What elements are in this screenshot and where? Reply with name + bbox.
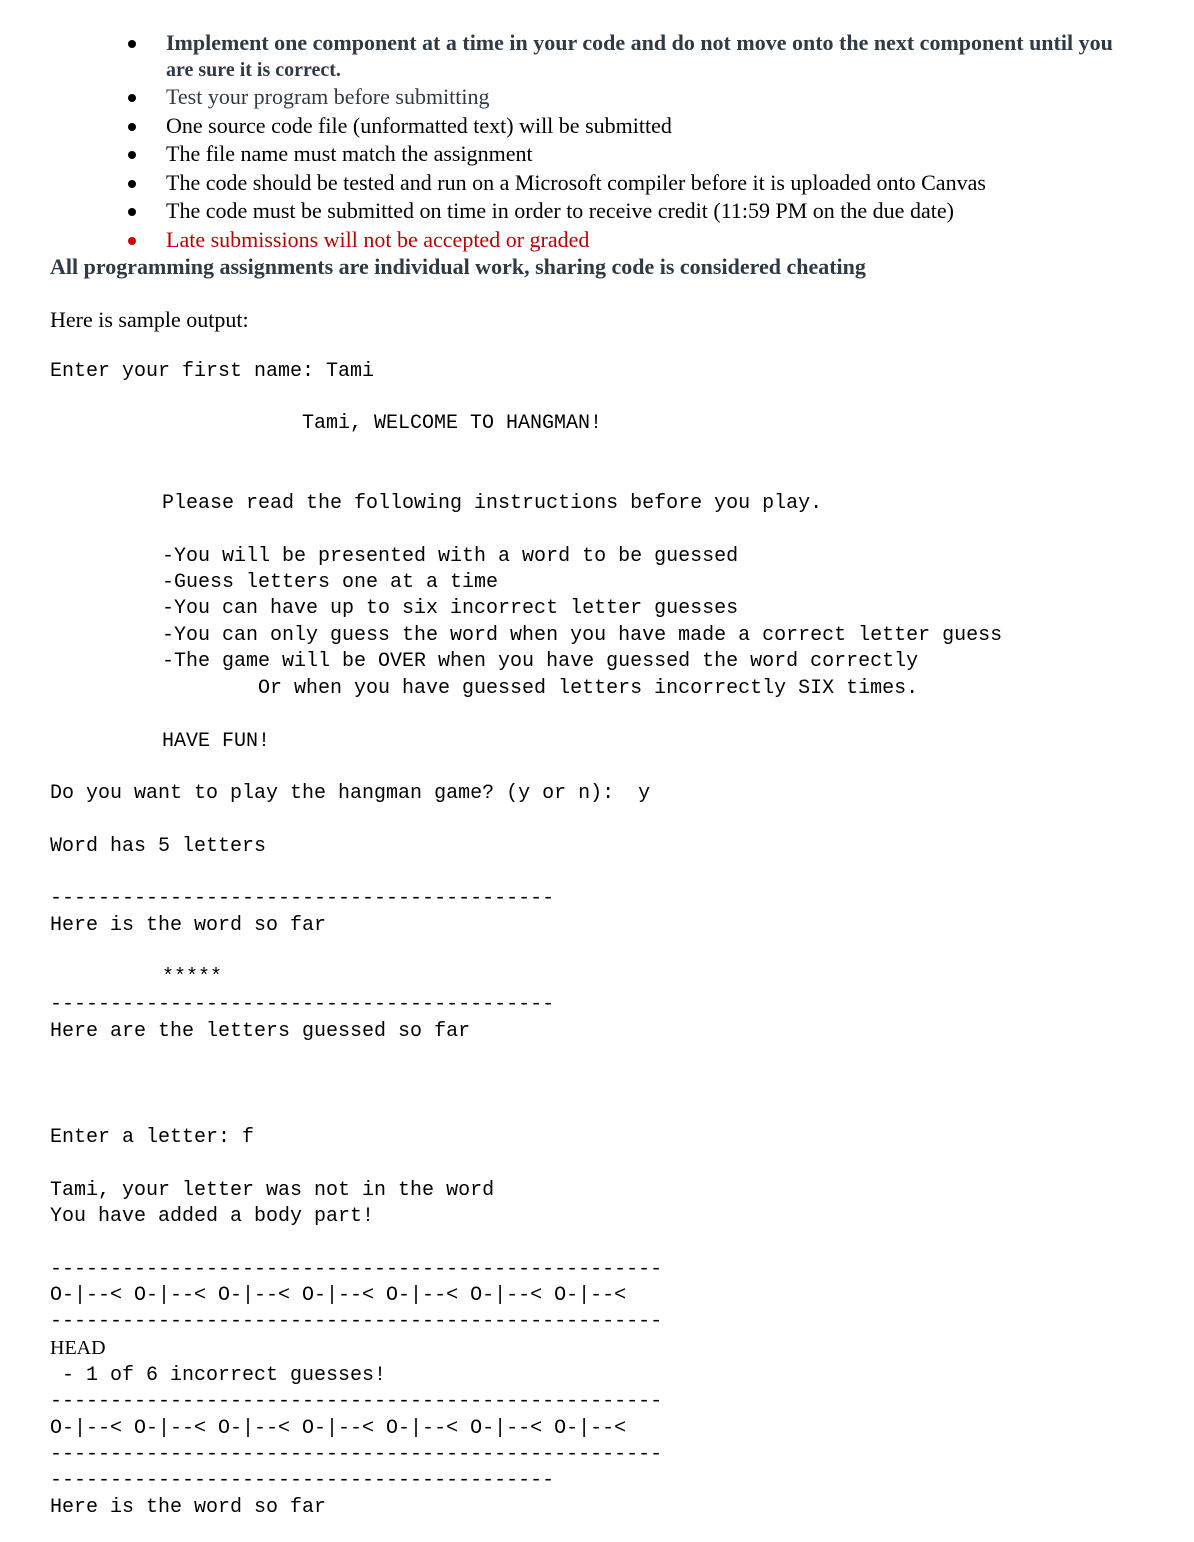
individual-work-notice: All programming assignments are individual work, sharing code is considered cheating [50,254,866,279]
hangman-figures: O-|--< O-|--< O-|--< O-|--< O-|--< O-|--< O-|--< [50,1284,627,1307]
bullet-dot [128,94,136,102]
bullet-dot [128,208,136,216]
play-prompt-line: Do you want to play the hangman game? (y or n): y [50,782,651,805]
word-length-line: Word has 5 letters [50,835,267,858]
instruction-line: -You will be presented with a word to be guessed [162,545,739,568]
please-read-line: Please read the following instructions before you play. [162,492,823,515]
dash-separator: --------------------------------------------------- [50,1310,663,1333]
not-in-word-line: Tami, your letter was not in the word [50,1179,495,1202]
bullet-dot [128,237,136,245]
instruction-line: -The game will be OVER when you have guessed the word correctly [162,650,919,673]
enter-letter-line: Enter a letter: f [50,1126,255,1149]
bullet-dot [128,151,136,159]
letters-guessed-line: Here are the letters guessed so far [50,1020,471,1043]
instruction-line: -You can have up to six incorrect letter guesses [162,597,739,620]
instruction-line: Or when you have guessed letters incorrectly SIX times. [162,677,919,700]
bullet-text: Implement one component at a time in your code and do not move onto the next component until you [166,30,1113,55]
bullet-text: The file name must match the assignment [166,141,533,166]
bullet-dot [128,180,136,188]
bullet-text: The code must be submitted on time in order to receive credit (11:59 PM on the due date) [166,198,954,223]
bullet-text: One source code file (unformatted text) will be submitted [166,113,672,138]
bullet-dot [128,40,136,48]
word-so-far-line: Here is the word so far [50,1496,327,1519]
dash-separator: --------------------------------------------------- [50,1390,663,1413]
instruction-line: -Guess letters one at a time [162,571,499,594]
bullet-text-cont: are sure it is correct. [166,59,341,81]
bullet-text: The code should be tested and run on a Microsoft compiler before it is uploaded onto Canvas [166,170,986,195]
hangman-figures: O-|--< O-|--< O-|--< O-|--< O-|--< O-|--< O-|--< [50,1417,627,1440]
incorrect-count-line: - 1 of 6 incorrect guesses! [50,1364,387,1387]
bullet-dot [128,123,136,131]
added-part-line: You have added a body part! [50,1205,375,1228]
bullet-text: Late submissions will not be accepted or graded [166,227,590,252]
body-part-label: HEAD [50,1337,106,1359]
word-so-far-line: Here is the word so far [50,914,327,937]
enter-name-line: Enter your first name: Tami [50,360,375,383]
dash-separator: ------------------------------------------ [50,887,555,910]
welcome-line: Tami, WELCOME TO HANGMAN! [302,412,603,435]
dash-separator: ------------------------------------------ [50,1469,555,1492]
sample-heading: Here is sample output: [50,307,249,332]
bullet-text: Test your program before submitting [166,84,490,109]
dash-separator: --------------------------------------------------- [50,1443,663,1466]
instruction-line: -You can only guess the word when you have made a correct letter guess [162,624,1003,647]
have-fun-line: HAVE FUN! [162,730,271,753]
hidden-word-stars: ***** [162,966,223,989]
dash-separator: --------------------------------------------------- [50,1258,663,1281]
dash-separator: ------------------------------------------ [50,993,555,1016]
